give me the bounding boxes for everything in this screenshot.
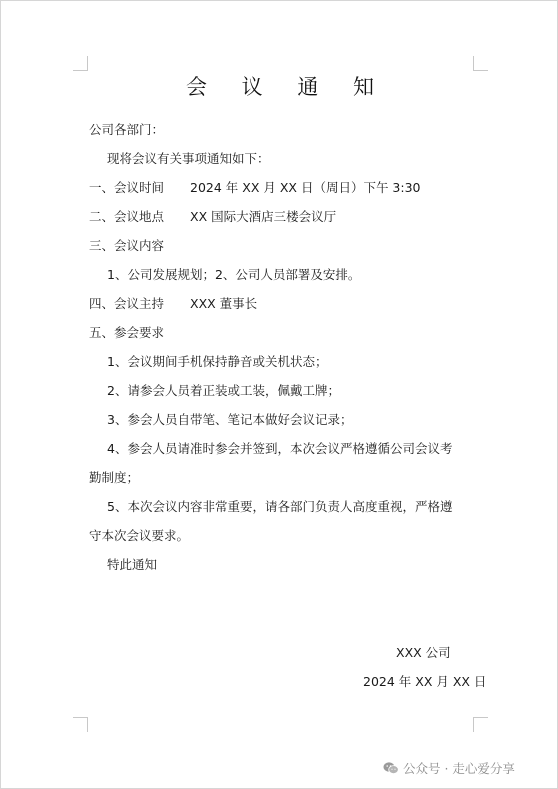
wechat-icon [383, 761, 399, 775]
requirement-2: 2、请参会人员着正装或工装，佩戴工牌； [107, 383, 340, 398]
requirement-1: 1、会议期间手机保持静音或关机状态； [107, 354, 328, 369]
salutation: 公司各部门： [89, 122, 165, 137]
item-requirements-label: 五、参会要求 [89, 325, 165, 340]
item-time [89, 180, 421, 196]
crop-mark-bottom-left [73, 717, 88, 732]
watermark [383, 759, 515, 777]
intro-text: 现将会议有关事项通知如下： [107, 151, 270, 166]
signature-date: 2024 年 XX 月 XX 日 [363, 674, 487, 689]
signature-company: XXX 公司 [396, 645, 451, 660]
item-place-label: 二、会议地点 [89, 209, 165, 224]
item-content-label: 三、会议内容 [89, 238, 165, 253]
requirement-4-line-2: 勤制度； [89, 470, 140, 485]
requirement-4-line-1: 4、参会人员请准时参会并签到，本次会议严格遵循公司会议考 [107, 441, 453, 456]
item-host-value: XXX 董事长 [190, 296, 258, 311]
crop-mark-top-left [73, 56, 88, 71]
item-content-value: 1、公司发展规划；2、公司人员部署及安排。 [107, 267, 361, 282]
document-title: 会 议 通 知 [185, 75, 389, 99]
requirement-3: 3、参会人员自带笔、笔记本做好会议记录； [107, 412, 353, 427]
crop-mark-top-right [473, 56, 488, 71]
closing-text: 特此通知 [107, 557, 158, 572]
requirement-5-line-2: 守本次会议要求。 [89, 528, 190, 543]
crop-mark-bottom-right [473, 717, 488, 732]
item-time-value: 2024 年 XX 月 XX 日（周日）下午 3:30 [190, 180, 421, 195]
item-host [89, 296, 257, 312]
item-place [89, 209, 336, 225]
item-place-value: XX 国际大酒店三楼会议厅 [190, 209, 337, 224]
item-host-label: 四、会议主持 [89, 296, 165, 311]
item-time-label: 一、会议时间 [89, 180, 165, 195]
watermark-text: 公众号 · 走心爱分享 [403, 761, 515, 776]
requirement-5-line-1: 5、本次会议内容非常重要，请各部门负责人高度重视，严格遵 [107, 499, 453, 514]
